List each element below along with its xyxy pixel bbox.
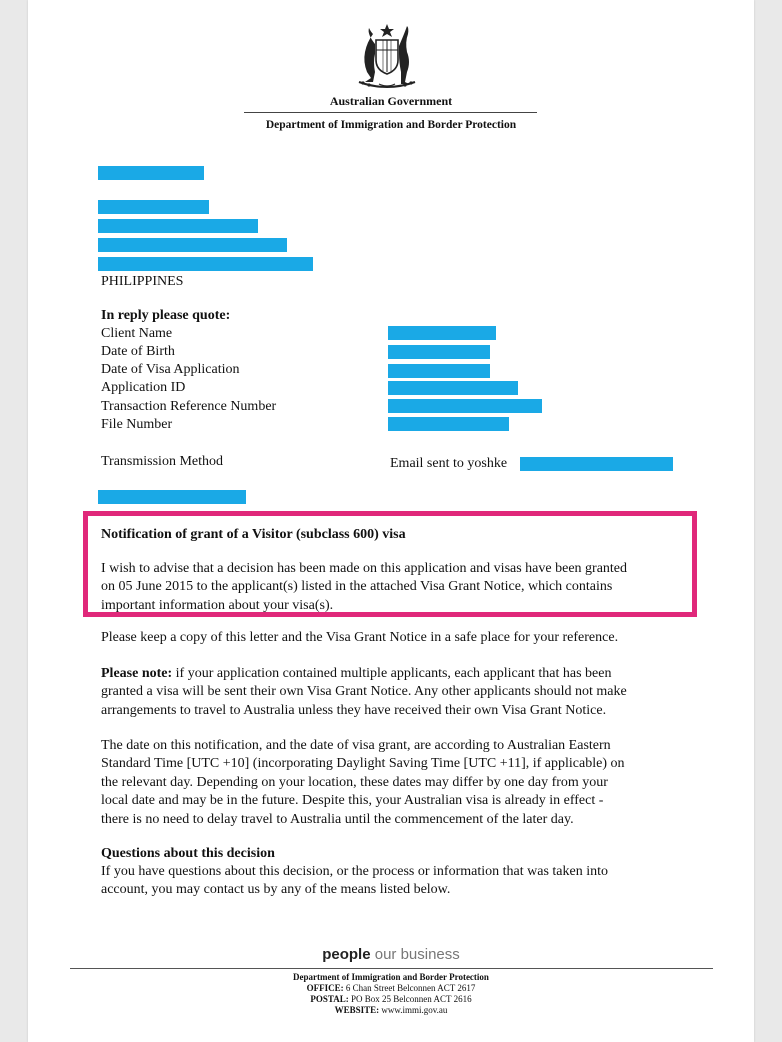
notification-line: important information about your visa(s). <box>101 597 334 613</box>
notification-line: I wish to advise that a decision has been made on this application and visas have been granted <box>101 561 628 576</box>
redacted-value <box>388 399 542 413</box>
redacted-value <box>388 417 509 431</box>
notification-body <box>101 560 691 615</box>
keep-copy-text: Please keep a copy of this letter and the Visa Grant Notice in a safe place for your reference. <box>101 630 619 645</box>
redacted-value <box>388 326 496 340</box>
please-note-paragraph <box>101 665 691 720</box>
department-title: Department of Immigration and Border Protection <box>265 119 517 131</box>
date-text: there is no need to delay travel to Australia until the commencement of the later day. <box>101 811 574 827</box>
transmission-label: Transmission Method <box>101 454 224 469</box>
note-text: if your application contained multiple applicants, each applicant that has been <box>172 666 612 681</box>
note-text: arrangements to travel to Australia unless they have received their own Visa Grant Notice. <box>101 702 607 718</box>
redacted-address-line <box>98 238 287 252</box>
redacted-value <box>388 381 518 395</box>
questions-text: If you have questions about this decision, or the process or information that was taken into <box>101 864 609 879</box>
brand-light: our business <box>370 946 460 963</box>
redacted-address-line <box>98 219 258 233</box>
date-text: Standard Time [UTC +10] (incorporating Daylight Saving Time [UTC +11], if applicable) on <box>101 756 625 772</box>
field-file-number: File Number <box>101 417 173 432</box>
date-text: The date on this notification, and the date of visa grant, are according to Australian Eastern <box>101 738 611 753</box>
date-text: the relevant day. Depending on your location, these dates may differ by one day from your <box>101 774 608 790</box>
field-transaction-ref: Transaction Reference Number <box>101 399 277 414</box>
questions-text: account, you may contact us by any of the means listed below. <box>101 882 451 898</box>
notification-line: on 05 June 2015 to the applicant(s) listed in the attached Visa Grant Notice, which contains <box>101 579 613 595</box>
date-text: local date and may be in the future. Despite this, your Australian visa is already in effect - <box>101 793 604 809</box>
field-application-id: Application ID <box>101 380 186 395</box>
footer-divider <box>70 968 713 969</box>
questions-heading: Questions about this decision <box>101 846 275 861</box>
footer-office: OFFICE: 6 Chan Street Belconnen ACT 2617 <box>306 983 476 993</box>
coat-of-arms-icon <box>347 22 427 90</box>
redacted-value <box>388 345 490 359</box>
header-divider <box>244 112 537 113</box>
field-date-of-application: Date of Visa Application <box>101 362 240 377</box>
note-text: granted a visa will be sent their own Visa Grant Notice. Any other applicants should not make <box>101 684 627 700</box>
footer-brand <box>0 946 782 963</box>
redacted-value <box>388 364 490 378</box>
date-paragraph <box>101 737 691 829</box>
redacted-line <box>98 490 246 504</box>
questions-paragraph <box>101 863 691 900</box>
redacted-email <box>520 457 673 471</box>
redacted-address-line <box>98 200 209 214</box>
field-client-name: Client Name <box>101 326 173 341</box>
government-title: Australian Government <box>329 94 453 108</box>
transmission-value: Email sent to yoshke <box>390 456 508 471</box>
footer-postal: POSTAL: PO Box 25 Belconnen ACT 2616 <box>310 994 472 1004</box>
notification-title: Notification of grant of a Visitor (subclass 600) visa <box>101 527 406 542</box>
redacted-address-line <box>98 166 204 180</box>
brand-bold: people <box>322 946 371 963</box>
footer-department: Department of Immigration and Border Protection <box>293 972 489 982</box>
redacted-address-line <box>98 257 313 271</box>
address-country: PHILIPPINES <box>101 274 184 289</box>
reference-heading: In reply please quote: <box>101 308 231 323</box>
please-note-label: Please note: <box>101 666 173 681</box>
footer-website: WEBSITE: www.immi.gov.au <box>334 1005 448 1015</box>
field-date-of-birth: Date of Birth <box>101 344 175 359</box>
